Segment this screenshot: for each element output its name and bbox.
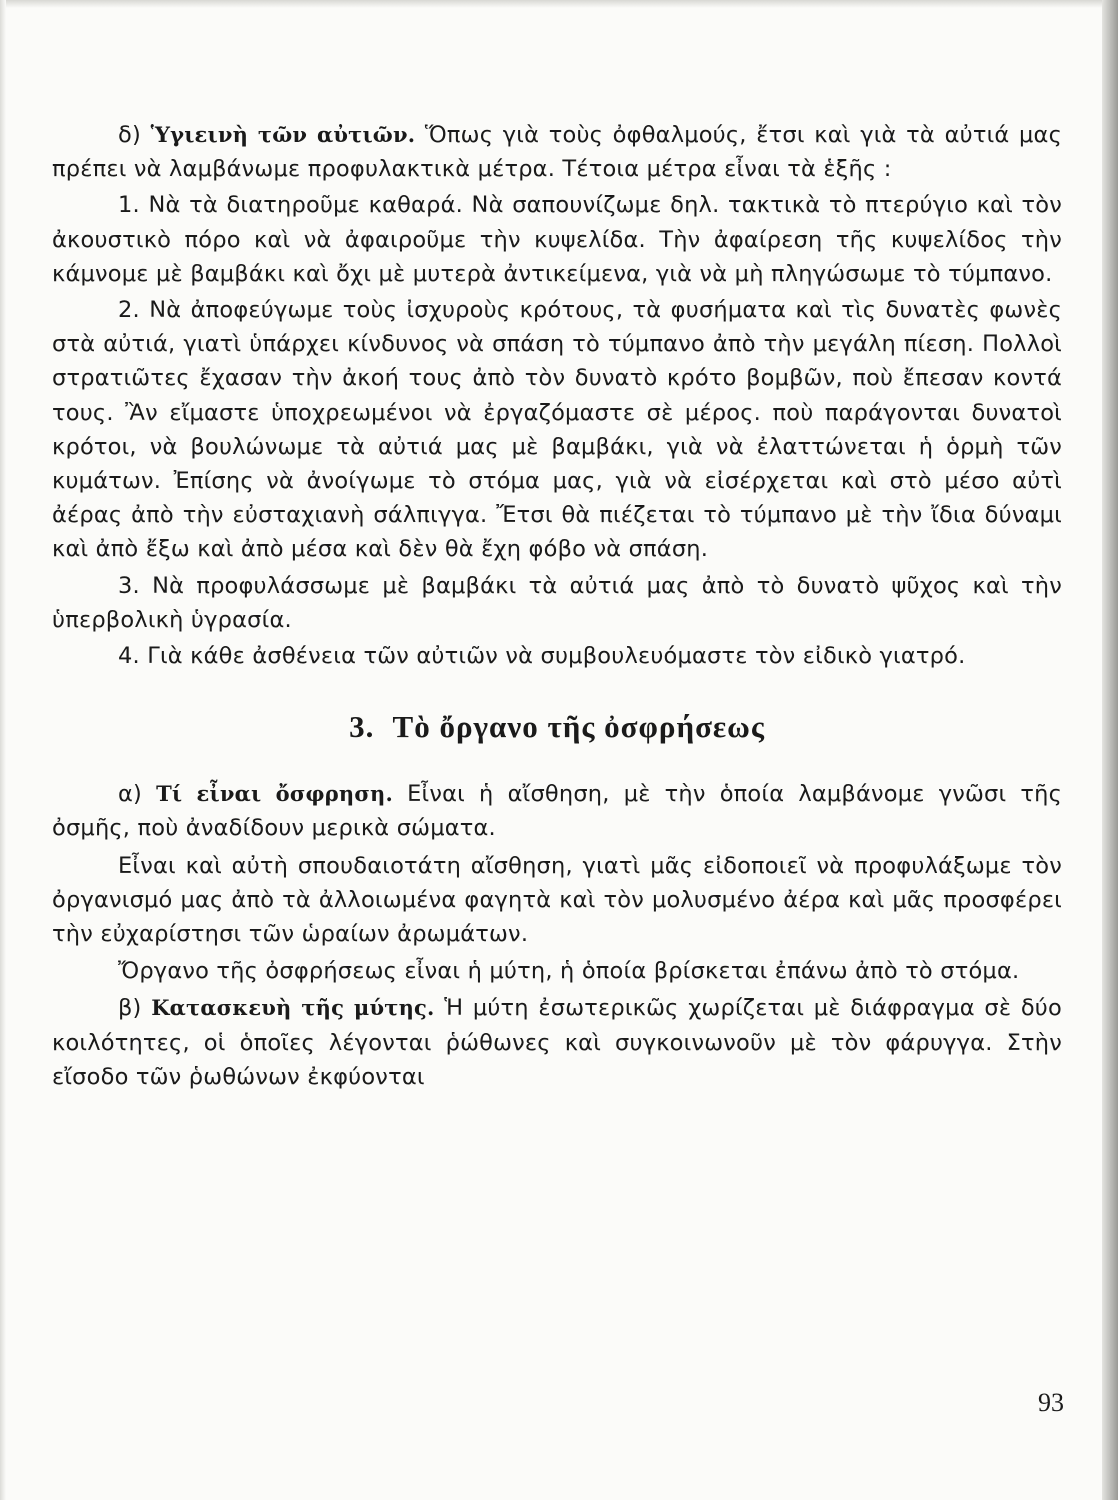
section-b-label: β) bbox=[118, 995, 142, 1022]
page-content bbox=[52, 118, 1062, 1418]
section-a-title: Τί εἶναι ὄσφρηση. bbox=[156, 781, 394, 807]
section-b-text: Ἡ μύτη ἐσωτερικῶς χωρίζεται μὲ διάφραγμα σὲ δύο κοιλότητες, οἱ ὁποῖες λέγονται ῥώθωνες καὶ συγκοινωνοῦν μὲ τὸν φάρυγγα. Στὴν εἴσοδο τῶν ῥωθώνων ἐκφύονται bbox=[52, 995, 1062, 1090]
section-d-intro: Ὅπως γιὰ τοὺς ὀφθαλμούς, ἔτσι καὶ γιὰ τὰ αὐτιά μας πρέπει νὰ λαμβάνωμε προφυλακτικὰ μέτρα. Τέτοια μέτρα εἶναι τὰ ἑξῆς : bbox=[52, 122, 1062, 183]
section-a-paragraph-2: Εἶναι καὶ αὐτὴ σπουδαιοτάτη αἴσθηση, γιατὶ μᾶς εἰδοποιεῖ νὰ προφυλάξωμε τὸν ὀργανισμό μας ἀπὸ τὰ ἀλλοιωμένα φαγητὰ καὶ τὸν μολυσμένο ἀέρα καὶ μᾶς προσφέρει τὴν εὐχαρίστησι τῶν ὡραίων ἀρωμάτων. bbox=[52, 852, 1062, 948]
section-a-paragraph-3: Ὄργανο τῆς ὀσφρήσεως εἶναι ἡ μύτη, ἡ ὁποία βρίσκεται ἐπάνω ἀπὸ τὸ στόμα. bbox=[118, 958, 1020, 985]
page-binding-shadow bbox=[1102, 0, 1118, 1500]
list-item-4: 4. Γιὰ κάθε ἀσθένεια τῶν αὐτιῶν νὰ συμβουλευόμαστε τὸν εἰδικὸ γιατρό. bbox=[118, 643, 966, 670]
list-item-2: 2. Νὰ ἀποφεύγωμε τοὺς ἰσχυροὺς κρότους, τὰ φυσήματα καὶ τὶς δυνατὲς φωνὲς στὰ αὐτιά, γιατὶ ὑπάρχει κίνδυνος νὰ σπάση τὸ τύμπανο ἀπὸ τὴν μεγάλη πίεση. Πολλοὶ στρατιῶτες ἔχασαν τὴν ἀκοή τους ἀπὸ τὸν δυνατὸ κρότο βομβῶν, ποὺ ἔπεσαν κοντά τους. Ἂν εἴμαστε ὑποχρεωμένοι νὰ ἐργαζόμαστε σὲ μέρος. ποὺ παράγονται δυνατοὶ κρότοι, νὰ βουλώνωμε τὰ αὐτιά μας μὲ βαμβάκι, γιὰ νὰ ἐλαττώνεται ἡ ὁρμὴ τῶν κυμάτων. Ἐπίσης νὰ ἀνοίγωμε τὸ στόμα μας, γιὰ νὰ εἰσέρχεται καὶ στὸ μέσο αὐτὶ ἀέρας ἀπὸ τὴν εὐσταχιανὴ σάλπιγγα. Ἔτσι θὰ πιέζεται τὸ τύμπανο μὲ τὴν ἴδια δύναμι καὶ ἀπὸ ἔξω καὶ ἀπὸ μέσα καὶ δὲν θὰ ἔχη φόβο νὰ σπάση. bbox=[52, 297, 1062, 563]
section-d-title: Ὑγιεινὴ τῶν αὐτιῶν. bbox=[150, 122, 416, 147]
section-heading bbox=[52, 707, 1062, 747]
section-d-label: δ) bbox=[118, 122, 141, 148]
section-a-text: Εἶναι ἡ αἴσθηση, μὲ τὴν ὁποία λαμβάνομε γνῶσι τῆς ὀσμῆς, ποὺ ἀναδίδουν μερικὰ σώματα. bbox=[52, 781, 1062, 842]
page-left-edge bbox=[0, 0, 6, 1500]
section-d-paragraph bbox=[52, 118, 1062, 186]
list-item-3: 3. Νὰ προφυλάσσωμε μὲ βαμβάκι τὰ αὐτιά μας ἀπὸ τὸ δυνατὸ ψῦχος καὶ τὴν ὑπερβολικὴ ὑγρασία. bbox=[52, 572, 1062, 633]
page-number: 93 bbox=[1038, 1388, 1064, 1417]
section-a-label: α) bbox=[118, 781, 143, 808]
page-top-edge bbox=[0, 0, 1118, 8]
section-a-paragraph bbox=[52, 777, 1062, 845]
heading-number: 3. bbox=[349, 709, 375, 745]
section-b-paragraph bbox=[52, 991, 1062, 1094]
list-item-1: 1. Νὰ τὰ διατηροῦμε καθαρά. Νὰ σαπουνίζωμε δηλ. τακτικὰ τὸ πτερύγιο καὶ τὸν ἀκουστικὸ πόρο καὶ νὰ ἀφαιροῦμε τὴν κυψελίδα. Τὴν ἀφαίρεση τῆς κυψελίδος τὴν κάμνομε μὲ βαμβάκι καὶ ὄχι μὲ μυτερὰ ἀντικείμενα, γιὰ νὰ μὴ πληγώσωμε τὸ τύμπανο. bbox=[52, 192, 1062, 287]
section-b-title: Κατασκευὴ τῆς μύτης. bbox=[151, 995, 435, 1021]
heading-title: Τὸ ὄργανο τῆς ὀσφρήσεως bbox=[392, 709, 765, 745]
